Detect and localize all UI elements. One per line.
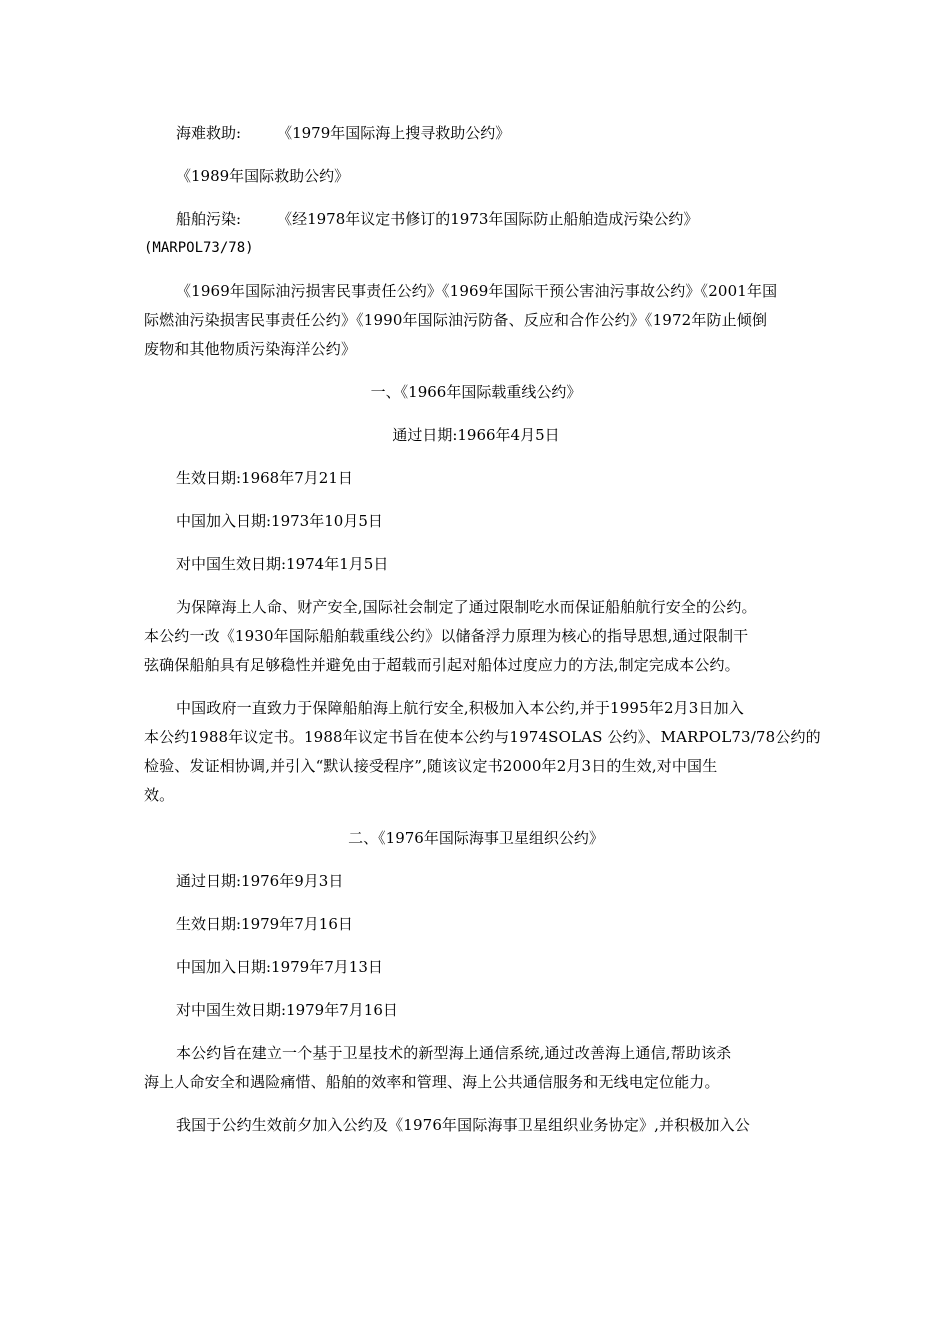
section1-paragraph-1 [144,593,808,680]
pollution-conventions-paragraph [144,277,808,364]
salvage-convention: 《1979年国际海上搜寻救助公约》 [277,124,511,142]
section2-effective: 生效日期:1979年7月16日 [176,915,353,933]
section2-adopted: 通过日期:1976年9月3日 [176,872,344,890]
salvage-convention-1989: 《1989年国际救助公约》 [176,167,350,185]
salvage-line [144,119,808,148]
paragraph-line: 我国于公约生效前夕加入公约及《1976年国际海事卫星组织业务协定》,并积极加入公 [176,1116,750,1134]
section2-paragraph-2 [144,1111,808,1140]
paragraph-line: 际燃油污染损害民事责任公约》《1990年国际油污防备、反应和合作公约》《1972年防止倾倒 [144,311,768,329]
section1-title: 一、《1966年国际载重线公约》 [370,383,582,401]
paragraph-line: 弦确保船舶具有足够稳性并避免由于超载而引起对船体过度应力的方法,制定完成本公约。 [144,656,740,674]
section1-china-join: 中国加入日期:1973年10月5日 [176,512,383,530]
paragraph-line: 本公约一改《1930年国际船舶载重线公约》以储备浮力原理为核心的指导思想,通过限制干 [144,627,749,645]
document-page [144,119,821,1154]
section2-paragraph-1 [144,1039,808,1097]
section1-paragraph-2 [144,694,821,810]
section2-china-join: 中国加入日期:1979年7月13日 [176,958,383,976]
section2-title: 二、《1976年国际海事卫星组织公约》 [348,829,604,847]
section2-china-effective: 对中国生效日期:1979年7月16日 [176,1001,398,1019]
marpol-abbreviation: (MARPOL73/78) [144,240,254,256]
pollution-line [144,205,808,234]
paragraph-line: 检验、发证相协调,并引入“默认接受程序”,随该议定书2000年2月3日的生效,对中国生 [144,757,718,775]
paragraph-line: 废物和其他物质污染海洋公约》 [144,340,357,358]
marpol-convention: 《经1978年议定书修订的1973年国际防止船舶造成污染公约》 [277,210,699,228]
paragraph-line: 海上人命安全和遇险痛惜、船舶的效率和管理、海上公共通信服务和无线电定位能力。 [144,1073,720,1091]
paragraph-line: 效。 [144,786,175,804]
paragraph-line: 中国政府一直致力于保障船舶海上航行安全,积极加入本公约,并于1995年2月3日加入 [176,699,744,717]
salvage-label: 海难救助: [176,124,242,142]
paragraph-line: 本公约旨在建立一个基于卫星技术的新型海上通信系统,通过改善海上通信,帮助该杀 [176,1044,732,1062]
section1-adopted: 通过日期:1966年4月5日 [392,426,560,444]
paragraph-line: 《1969年国际油污损害民事责任公约》《1969年国际干预公害油污事故公约》《2001年国 [176,282,778,300]
pollution-label: 船舶污染: [176,210,242,228]
paragraph-line: 为保障海上人命、财产安全,国际社会制定了通过限制吃水而保证船舶航行安全的公约。 [176,598,757,616]
section1-effective: 生效日期:1968年7月21日 [176,469,353,487]
paragraph-line: 本公约1988年议定书。1988年议定书旨在使本公约与1974SOLAS 公约》、MARPOL73/78公约的 [144,728,821,746]
section1-china-effective: 对中国生效日期:1974年1月5日 [176,555,389,573]
